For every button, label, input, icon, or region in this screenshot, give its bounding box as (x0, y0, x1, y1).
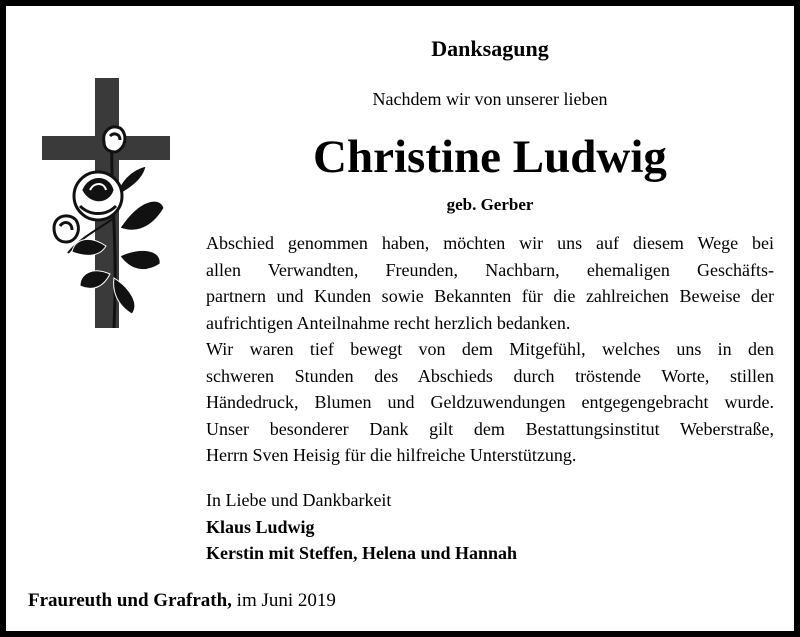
message-line: allen Verwandten, Freunden, Nachbarn, ehemaligen Geschäfts- (206, 259, 774, 280)
footer-place: Fraureuth und Grafrath, (28, 590, 232, 611)
message-line: Unser besonderer Dank gilt dem Bestattungsinstitut Weberstraße, (206, 418, 774, 439)
maiden-name: geb. Gerber (446, 195, 534, 214)
footer-date: im Juni 2019 (236, 590, 336, 611)
signer: Klaus Ludwig (206, 516, 315, 537)
footer-place-date (28, 590, 336, 612)
message-line: Wir waren tief bewegt von dem Mitgefühl, welches uns in den (206, 339, 774, 359)
closing-block (206, 487, 766, 567)
message-line: partnern und Kunden sowie Bekannten für die zahlreichen Beweise der (206, 286, 774, 306)
message-line: Abschied genommen haben, möchten wir uns auf diesem Wege bei (206, 233, 774, 253)
message-line: Herrn Sven Heisig für die hilfreiche Unterstützung. (206, 445, 577, 465)
message-line: aufrichtigen Anteilnahme recht herzlich bedanken. (206, 312, 571, 333)
message-line: schweren Stunden des Abschieds durch tröstende Worte, stillen (206, 365, 774, 386)
message-body (206, 230, 774, 469)
message-line: Händedruck, Blumen und Geldzuwendungen entgegengebracht wurde. (206, 392, 774, 412)
closing-phrase: In Liebe und Dankbarkeit (206, 490, 392, 510)
signer: Kerstin mit Steffen, Helena und Hannah (206, 543, 518, 563)
cross-with-roses-icon (40, 78, 176, 328)
intro-line: Nachdem wir von unserer lieben (372, 89, 608, 109)
heading: Danksagung (431, 36, 549, 61)
deceased-name: Christine Ludwig (313, 131, 667, 183)
